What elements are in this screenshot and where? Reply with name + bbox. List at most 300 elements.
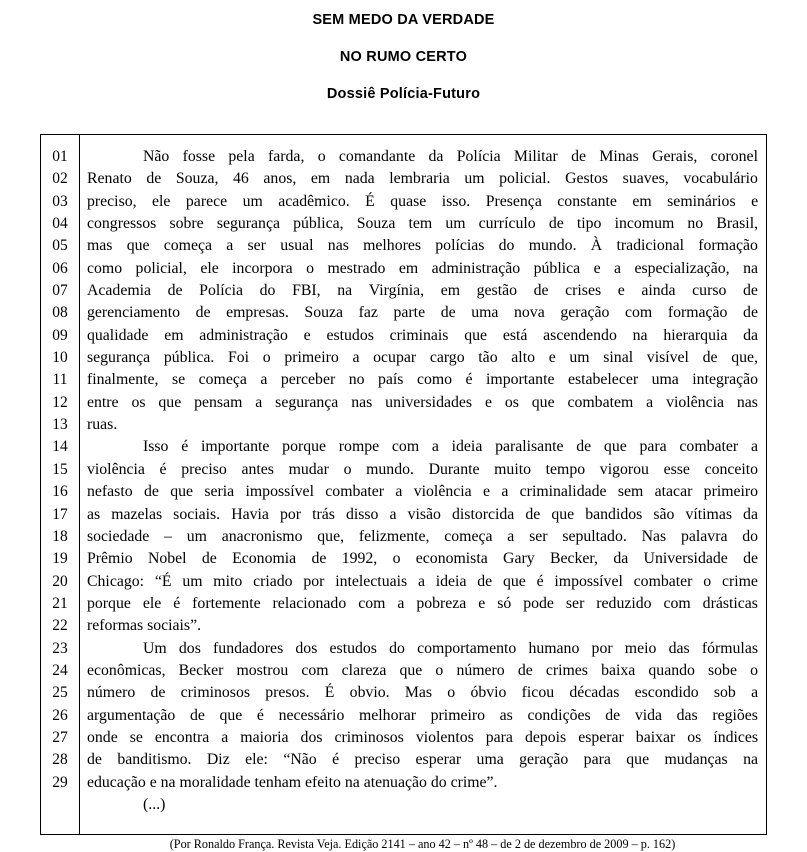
word-space (349, 235, 363, 257)
word: policial. (499, 170, 551, 188)
word: tem (408, 215, 433, 233)
word-space (269, 504, 280, 526)
word: parece (185, 192, 228, 210)
word: porque (282, 438, 327, 456)
word: sob (713, 684, 736, 702)
word-space (302, 526, 317, 548)
word: nefasto (87, 483, 133, 501)
text-line (87, 235, 758, 257)
word: violentos (415, 728, 474, 746)
word: a (646, 393, 654, 411)
text-line (87, 593, 758, 615)
word-space (514, 504, 525, 526)
word-space (633, 392, 646, 414)
word-space (516, 638, 528, 660)
text-line: reformas sociais”. (87, 617, 202, 635)
word: Gestos (565, 170, 609, 188)
word: por (303, 572, 325, 590)
word: condições (527, 706, 591, 724)
word-space (183, 280, 200, 302)
word-space (323, 727, 335, 749)
word-space (591, 705, 606, 727)
word-space (501, 146, 514, 168)
word-space (669, 168, 684, 190)
word-space (533, 660, 546, 682)
word: Um (143, 639, 167, 657)
word: importante (200, 438, 270, 456)
word-space (608, 168, 623, 190)
word: ainda (641, 282, 676, 300)
word: Becker, (549, 550, 598, 568)
word: ser (247, 237, 266, 255)
text-line (87, 392, 758, 414)
word: crime (721, 572, 758, 590)
word-space (119, 392, 132, 414)
word: a (255, 393, 263, 411)
word: integração (692, 371, 759, 389)
word: de (605, 706, 621, 724)
word-space (736, 191, 751, 213)
word: preciso (354, 751, 401, 769)
word: ideia (451, 438, 483, 456)
word: cargo (429, 349, 465, 367)
word: mudanças (664, 751, 728, 769)
word-space (151, 280, 168, 302)
word: estabelecer (567, 371, 639, 389)
word-space (426, 191, 441, 213)
word-space (699, 682, 714, 704)
word: combater (325, 483, 385, 501)
word: muito (494, 460, 532, 478)
word: Minas (599, 148, 639, 165)
word: qualidade (87, 326, 149, 344)
word-space (404, 727, 416, 749)
word: é (181, 438, 189, 456)
word-space (577, 235, 591, 257)
word-space (188, 436, 201, 458)
word: conceito (704, 460, 759, 478)
numbered-text-table (40, 134, 767, 852)
word: do (259, 282, 276, 300)
word: fosse (182, 148, 216, 165)
word: presos. (265, 684, 310, 702)
word-space (536, 213, 549, 235)
word: ascendendo (543, 326, 617, 344)
word: incorpora (232, 259, 293, 277)
word: que (502, 572, 526, 590)
word-space (623, 571, 634, 593)
word: combatem (567, 393, 634, 411)
word: especialização, (634, 259, 730, 277)
line-number: 08 (52, 304, 68, 322)
word: Isso (143, 438, 169, 456)
word: pública, (293, 215, 344, 233)
word-space (652, 302, 668, 324)
text-line (87, 682, 758, 704)
word-space (405, 638, 417, 660)
word: baixar (635, 728, 676, 746)
word: nas (736, 393, 758, 411)
word-space (506, 682, 521, 704)
word-space (135, 682, 150, 704)
word-space (484, 235, 498, 257)
word-space (625, 280, 642, 302)
word: uma (476, 751, 504, 769)
word: gestão (476, 282, 517, 300)
word-space (692, 571, 703, 593)
word-space (161, 168, 176, 190)
word: seminários (667, 192, 736, 210)
document-headings (0, 0, 807, 102)
word: “Não (283, 751, 317, 769)
word: Chicago: (87, 572, 145, 590)
word: Souza, (175, 170, 219, 188)
word: das (668, 639, 690, 657)
word: se (129, 728, 143, 746)
word-space (554, 369, 567, 391)
word-space (601, 280, 618, 302)
word: do (389, 639, 405, 657)
word-space (374, 325, 390, 347)
word-space (377, 548, 392, 570)
word-space (172, 571, 183, 593)
word-space (169, 146, 182, 168)
text-line (87, 571, 758, 593)
word: ele (200, 259, 219, 277)
word: Becker (178, 661, 224, 679)
word: a (389, 505, 397, 523)
ellipsis-marker: (...) (143, 795, 166, 813)
word: de (525, 505, 541, 523)
word-space (611, 749, 626, 771)
word: ficou (521, 684, 555, 702)
word-space (448, 325, 464, 347)
word-space (122, 258, 135, 280)
word-space (386, 660, 399, 682)
word-space (228, 727, 240, 749)
word: índices (713, 728, 759, 746)
word-space (280, 213, 293, 235)
word: sem (617, 483, 644, 501)
word-space (187, 548, 202, 570)
word-space (492, 392, 505, 414)
word: mito (213, 572, 243, 590)
word-space (378, 302, 394, 324)
word-space (326, 436, 339, 458)
word: criminais (389, 326, 449, 344)
word-space (653, 392, 666, 414)
word-space (193, 481, 204, 503)
word: dos (178, 639, 201, 657)
word-space (242, 571, 253, 593)
word: entre (87, 393, 119, 411)
word: banditismo. (117, 751, 192, 769)
word-space (485, 593, 497, 615)
word-space (261, 593, 273, 615)
word: necessário (278, 706, 345, 724)
word: por (591, 639, 613, 657)
word-space (548, 526, 563, 548)
word: que (551, 505, 575, 523)
word-space (472, 481, 483, 503)
word: finalmente, (87, 371, 159, 389)
word-space (180, 302, 196, 324)
word-space (580, 258, 593, 280)
word: está (502, 326, 528, 344)
text-line (87, 258, 758, 280)
word-space (633, 347, 647, 369)
word: as (499, 706, 513, 724)
word-space (568, 749, 583, 771)
word-space (602, 235, 616, 257)
word: reduzido (596, 594, 652, 612)
word: em (440, 282, 461, 300)
word-space (450, 168, 465, 190)
word-space (150, 235, 164, 257)
line-number: 19 (52, 550, 68, 568)
word: administração (431, 259, 521, 277)
word-space (384, 481, 395, 503)
word-space (131, 593, 143, 615)
word-space (330, 168, 345, 190)
line-number: 16 (52, 483, 68, 501)
word-space (620, 705, 635, 727)
word-space (635, 660, 648, 682)
word-space (219, 258, 232, 280)
word: Militar (513, 148, 558, 165)
word-space (344, 705, 359, 727)
word-space (473, 369, 486, 391)
word: de (743, 282, 758, 300)
word-space (365, 369, 378, 391)
word: suaves, (622, 170, 669, 188)
word: em (398, 259, 419, 277)
word: preciso (181, 460, 227, 478)
word-space (250, 682, 265, 704)
word-space (271, 347, 285, 369)
word: Brasil, (716, 215, 759, 233)
word: de (743, 550, 759, 568)
word: Polícia (199, 282, 244, 300)
word: Não (143, 148, 170, 165)
word: e (548, 349, 556, 367)
word-space (418, 258, 431, 280)
word-space (167, 459, 182, 481)
word: do (498, 237, 515, 255)
word-space (268, 749, 283, 771)
word-space (324, 571, 335, 593)
word: pensam (194, 393, 243, 411)
word-space (466, 593, 478, 615)
word: alto (511, 349, 535, 367)
word: de (517, 661, 533, 679)
word: nas (327, 237, 349, 255)
word: fundadores (213, 639, 284, 657)
word-space (674, 504, 685, 526)
word: Renato (87, 170, 132, 188)
word-space (482, 436, 495, 458)
word-space (498, 302, 514, 324)
word: parte (393, 304, 426, 322)
word: começa (163, 237, 212, 255)
word-space (289, 302, 305, 324)
word-space (230, 749, 245, 771)
word: a (226, 237, 234, 255)
word: farda, (268, 148, 305, 165)
word: que (399, 661, 423, 679)
word: tradicional (616, 237, 685, 255)
text-line (87, 705, 758, 727)
word-space (511, 593, 523, 615)
word: ser (529, 527, 548, 545)
word-space (326, 146, 339, 168)
word-space (343, 302, 359, 324)
word: na (743, 259, 758, 277)
word-space (402, 481, 413, 503)
word: e (482, 483, 490, 501)
word: depois (524, 728, 567, 746)
word-space (416, 705, 431, 727)
word: décadas (569, 684, 620, 702)
word: currículo (478, 215, 536, 233)
word-space (102, 749, 117, 771)
word: econômicas, (87, 661, 166, 679)
word: tempo (545, 460, 586, 478)
word: a (395, 483, 403, 501)
word-space (293, 258, 306, 280)
word: combater (633, 572, 693, 590)
word-space (344, 526, 359, 548)
word-space (609, 302, 625, 324)
word: o (435, 661, 444, 679)
word: a (417, 572, 425, 590)
word: como (87, 259, 123, 277)
word-space (452, 369, 465, 391)
word: uma (651, 371, 679, 389)
word: nova (514, 304, 545, 322)
word-space (689, 347, 703, 369)
word-space (429, 526, 444, 548)
word-space (326, 548, 341, 570)
word: Gerais, (652, 148, 698, 165)
word-space (455, 682, 470, 704)
word: um (182, 572, 203, 590)
word: para (639, 438, 667, 456)
word: escondido (634, 684, 699, 702)
word: pública (533, 259, 581, 277)
word-space (730, 258, 743, 280)
word: vigorou (599, 460, 649, 478)
word: relacionado (272, 594, 347, 612)
word-space (416, 347, 430, 369)
word: nada (344, 170, 375, 188)
word-space (166, 660, 179, 682)
line-number: 20 (52, 572, 68, 590)
word-space (652, 191, 667, 213)
word: de (143, 483, 159, 501)
word: de (576, 438, 592, 456)
word: Academia (87, 282, 152, 300)
heading-subtitle: Dossiê Polícia-Futuro (326, 86, 481, 102)
word-space (656, 638, 668, 660)
word: palavra (680, 527, 728, 545)
word-space (617, 191, 632, 213)
word: na (337, 282, 353, 300)
word-space (172, 526, 187, 548)
word-space (296, 168, 311, 190)
word: tão (478, 349, 498, 367)
word: anos, (263, 170, 297, 188)
word-space (267, 369, 280, 391)
word-space (586, 146, 599, 168)
word: intelectuais (335, 572, 408, 590)
word-space (344, 213, 357, 235)
word: preciso, (87, 192, 137, 210)
word-space (649, 459, 664, 481)
word: mostrou (236, 661, 289, 679)
word-space (184, 325, 200, 347)
word-space (441, 504, 452, 526)
word-space (439, 436, 452, 458)
word: é (159, 460, 167, 478)
word-space (638, 369, 651, 391)
word: o (306, 259, 315, 277)
word: mazelas (111, 505, 163, 523)
word-space (579, 638, 591, 660)
text-line (87, 526, 758, 548)
line-number: 06 (52, 259, 68, 277)
word-space (227, 459, 242, 481)
word: ocupar (373, 349, 417, 367)
word-space (601, 213, 614, 235)
word: Durante (428, 460, 480, 478)
word-space (727, 302, 743, 324)
word-space (314, 481, 325, 503)
word-space (415, 146, 428, 168)
word-space (554, 682, 569, 704)
word-space (264, 705, 279, 727)
word-space (339, 749, 354, 771)
word: obvio. (349, 684, 390, 702)
word: Diz (206, 751, 230, 769)
word: uma (471, 304, 499, 322)
word: é (256, 706, 264, 724)
text-line (87, 548, 758, 570)
word: no (348, 371, 365, 389)
word: a (260, 371, 268, 389)
word-space (698, 705, 713, 727)
word-space (385, 593, 397, 615)
word: a (221, 728, 229, 746)
word: segurança (275, 393, 339, 411)
word: humano (528, 639, 580, 657)
word: que (170, 483, 194, 501)
word-space (728, 749, 743, 771)
line-number: 29 (52, 773, 68, 791)
word: paralisante (495, 438, 564, 456)
word: violência (87, 460, 145, 478)
word: coronel (710, 148, 758, 165)
word-space (133, 548, 148, 570)
paragraph-indent (87, 436, 143, 458)
word-space (504, 749, 519, 771)
word: dos (300, 728, 323, 746)
word-space (639, 146, 652, 168)
word: vocabulário (683, 170, 758, 188)
word: tipo (576, 215, 602, 233)
word-space (472, 392, 485, 414)
line-number: 03 (52, 192, 68, 210)
